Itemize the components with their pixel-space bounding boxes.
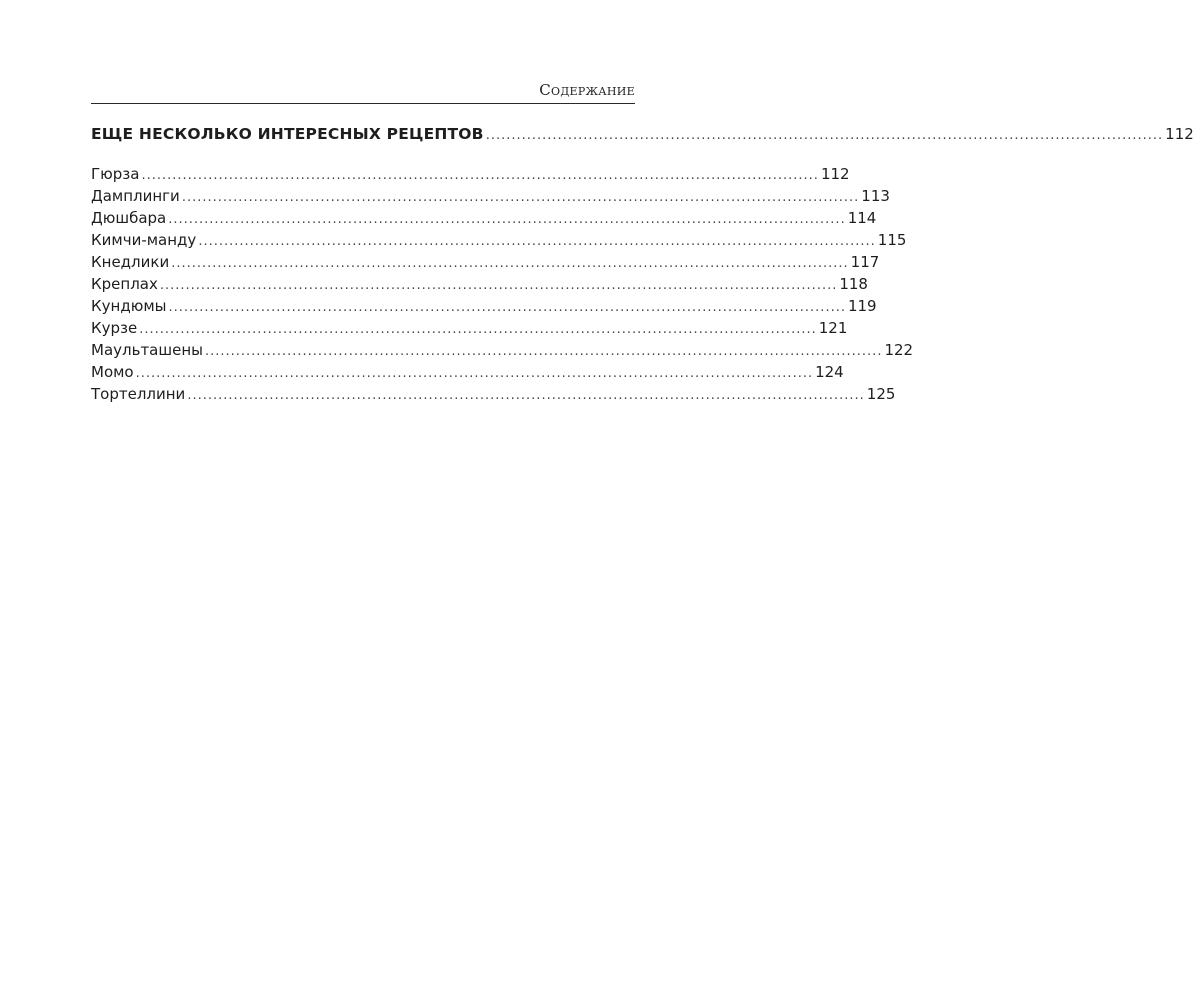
toc-entry-page: 115 <box>877 231 907 249</box>
toc-entry-page: 125 <box>866 385 896 403</box>
toc-leader-dots: .................................................................................................................................... <box>198 234 876 249</box>
toc-entry-page: 121 <box>818 319 848 337</box>
toc-leader-dots: .................................................................................................................................... <box>141 168 819 183</box>
toc-entry <box>91 164 850 184</box>
toc-entry-title: Кимчи-манду <box>91 231 197 249</box>
toc-entry-page: 119 <box>847 297 877 315</box>
toc-entry-page: 112 <box>820 165 850 183</box>
toc-entry <box>91 296 877 316</box>
toc-leader-dots: .................................................................................................................................... <box>159 278 838 293</box>
toc-section-page: 112 <box>1165 125 1194 143</box>
toc-entry <box>91 274 868 294</box>
toc-entry-title: Гюрза <box>91 165 140 183</box>
toc-entry-page: 113 <box>861 187 890 205</box>
toc-entry-title: Кундюмы <box>91 297 167 315</box>
toc-entry <box>91 186 890 206</box>
toc-entry <box>91 230 907 250</box>
toc-entry-title: Кнедлики <box>91 253 170 271</box>
toc-leader-dots: .................................................................................................................................... <box>168 212 846 227</box>
toc-entry <box>91 340 914 360</box>
toc-section-title: ЕЩЕ НЕСКОЛЬКО ИНТЕРЕСНЫХ РЕЦЕПТОВ <box>91 125 484 143</box>
toc-entry-page: 114 <box>847 209 877 227</box>
toc-entry-page: 118 <box>839 275 868 293</box>
toc-entry-title: Дамплинги <box>91 187 180 205</box>
toc-leader-dots: .................................................................................................................................... <box>181 190 860 205</box>
toc-entry <box>91 252 880 272</box>
toc-entry-title: Момо <box>91 363 134 381</box>
toc-section-heading <box>91 124 1194 144</box>
toc-entry-page: 122 <box>884 341 914 359</box>
running-head <box>91 81 635 104</box>
toc-entry-title: Дюшбара <box>91 209 167 227</box>
toc-leader-dots: .................................................................................................................................... <box>485 128 1164 143</box>
toc-entry-title: Тортеллини <box>91 385 186 403</box>
toc-leader-dots: .................................................................................................................................... <box>135 366 814 381</box>
toc-entry <box>91 362 844 382</box>
toc-leader-dots: .................................................................................................................................... <box>168 300 846 315</box>
toc-entry <box>91 318 848 338</box>
toc-leader-dots: .................................................................................................................................... <box>171 256 849 271</box>
toc-entry-title: Креплах <box>91 275 158 293</box>
toc-entry-title: Маульташены <box>91 341 203 359</box>
toc-entry-page: 124 <box>815 363 844 381</box>
toc-leader-dots: .................................................................................................................................... <box>204 344 883 359</box>
toc-entry <box>91 208 877 228</box>
toc-leader-dots: .................................................................................................................................... <box>139 322 817 337</box>
toc-entry-title: Курзе <box>91 319 138 337</box>
toc-entry-page: 117 <box>850 253 880 271</box>
toc-entry <box>91 384 896 404</box>
toc-leader-dots: .................................................................................................................................... <box>187 388 865 403</box>
running-head-title: Содержание <box>539 81 635 99</box>
